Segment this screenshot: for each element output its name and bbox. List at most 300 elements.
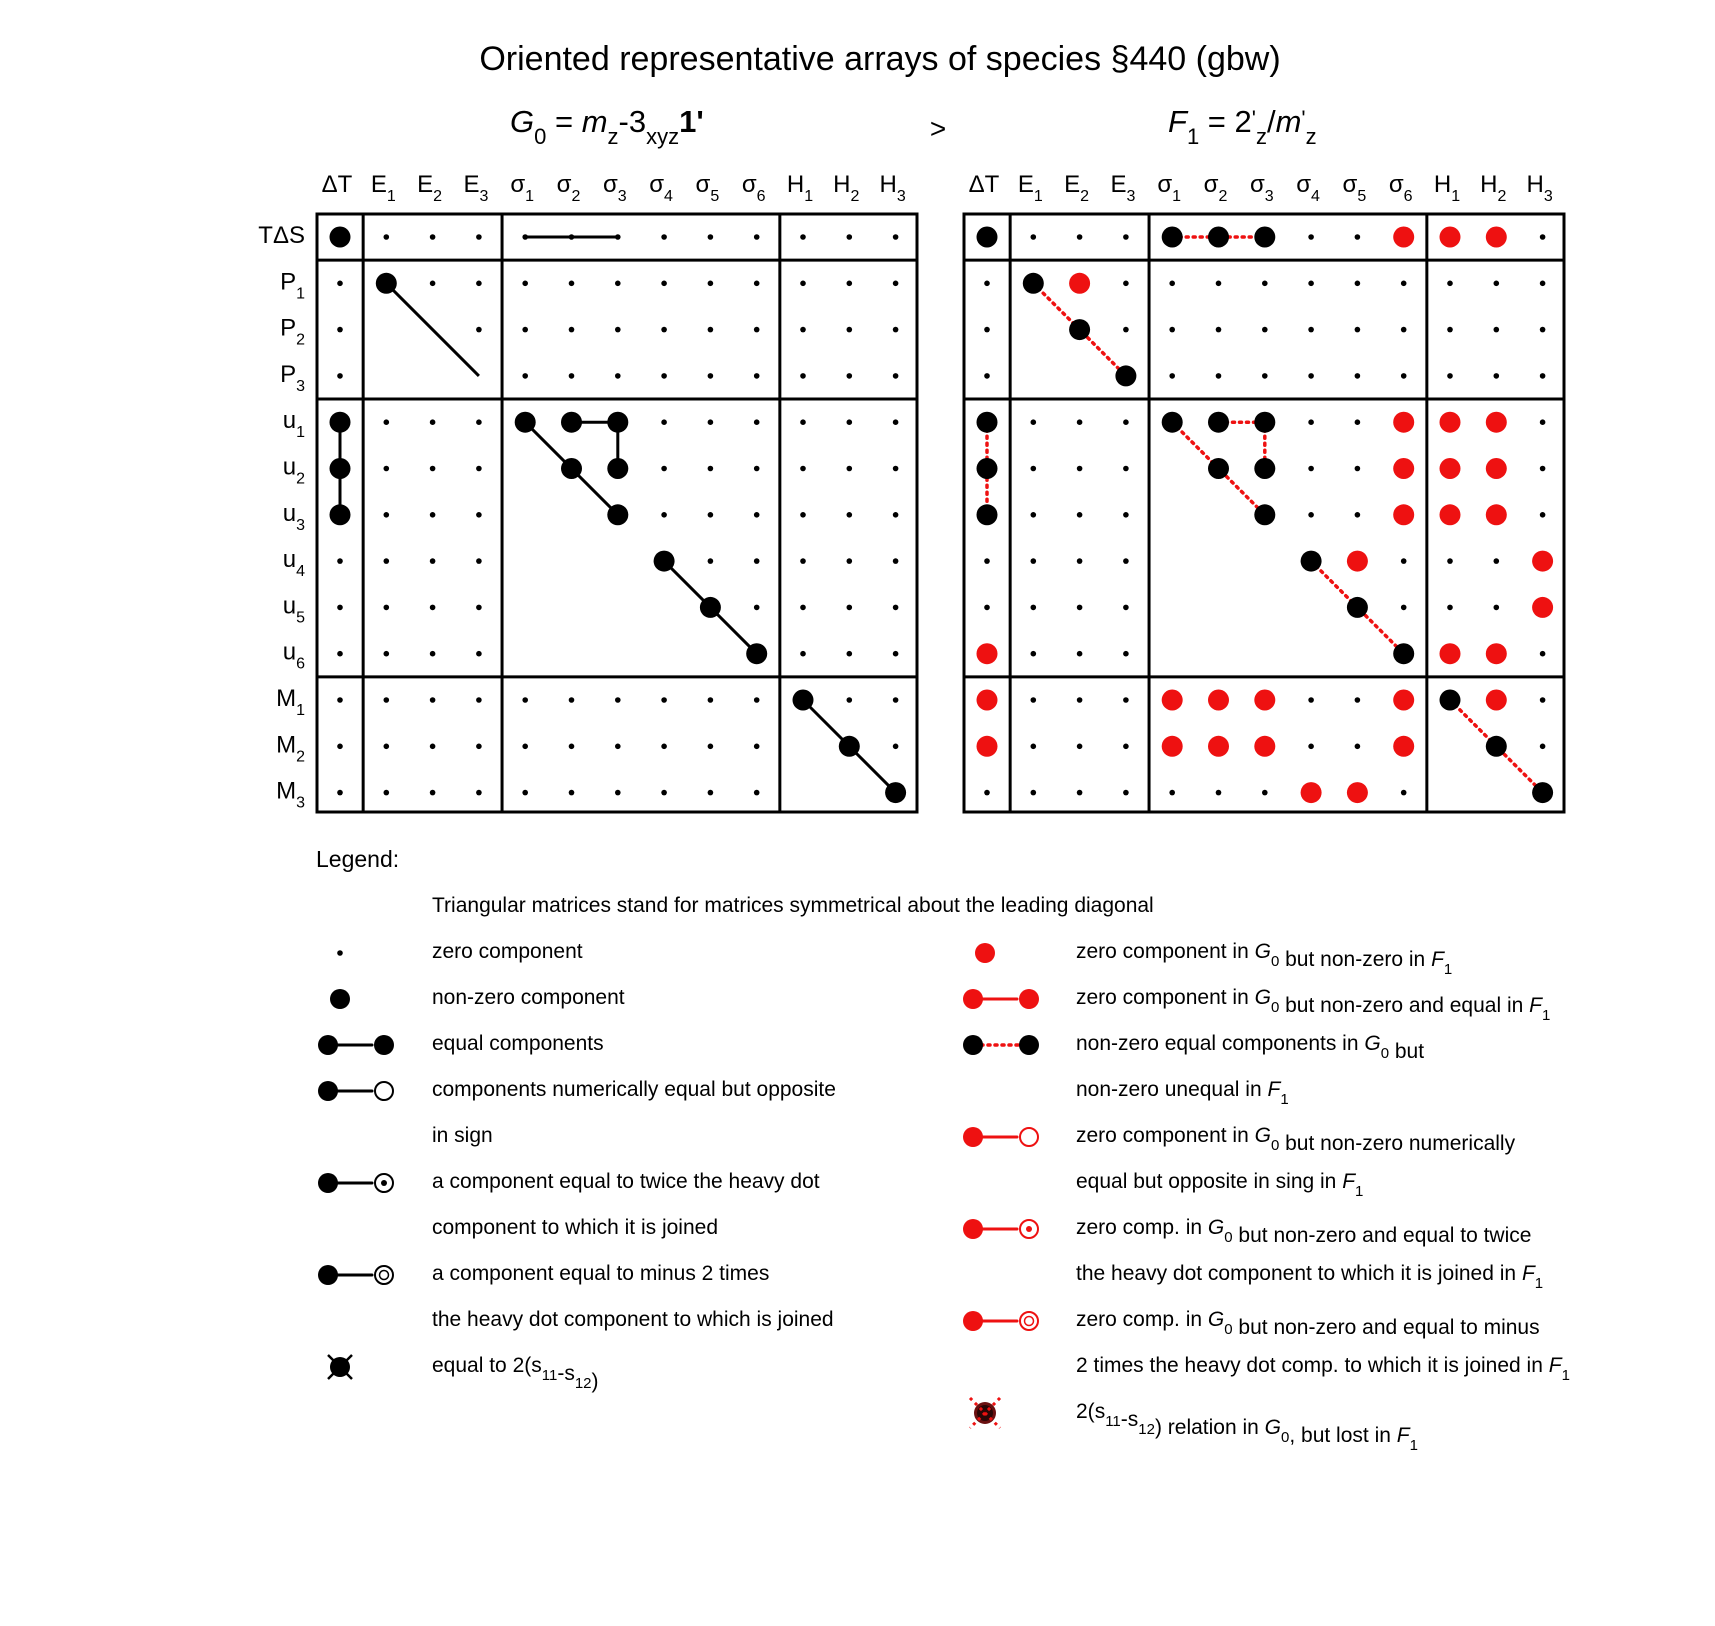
legend-entry [318, 1032, 604, 1055]
column-header: $\sigma_1$ [1157, 171, 1182, 205]
zero-component [522, 327, 528, 333]
zero-component [1540, 512, 1546, 518]
zero-component [1262, 790, 1268, 796]
svg-text:F1 = 2'z/m'z [1168, 104, 1317, 149]
red-nonzero-component [1393, 690, 1414, 711]
nonzero-component [977, 458, 998, 479]
red-nonzero-component [1486, 412, 1507, 433]
zero-component [661, 512, 667, 518]
nonzero-component [1254, 412, 1275, 433]
zero-component [1540, 419, 1546, 425]
zero-component [430, 790, 436, 796]
zero-component [984, 373, 990, 379]
zero-component [1401, 605, 1407, 611]
zero-component [1031, 419, 1037, 425]
column-header: $H_1$ [1433, 171, 1461, 205]
red-nonzero-component [977, 643, 998, 664]
zero-component [476, 234, 482, 240]
zero-component [1123, 558, 1129, 564]
minus2-link-symbol [318, 1265, 393, 1285]
legend-text: the heavy dot component to which it is joined in $F_1$ [1076, 1262, 1544, 1292]
zero-component [800, 466, 806, 472]
right-heading-slash: / [1266, 104, 1276, 139]
right-heading-eq: = 2 [1199, 104, 1252, 139]
zero-component [893, 605, 899, 611]
right-heading-sub: 1 [1186, 124, 1200, 149]
crossed-dot-symbol [328, 1355, 352, 1379]
red-twice-link-symbol [963, 1219, 1038, 1239]
zero-component [1401, 373, 1407, 379]
zero-component [1262, 373, 1268, 379]
legend-text: zero component in $G_0$ but non-zero and equal in $F_1$ [1076, 986, 1551, 1024]
left-heading-mid: -3 [618, 104, 647, 139]
opposite-link-symbol [318, 1081, 393, 1101]
red-nonzero-component [1440, 227, 1461, 248]
zero-component [847, 373, 853, 379]
zero-component [569, 744, 575, 750]
legend-entry [963, 1216, 1543, 1292]
zero-component [476, 327, 482, 333]
legend-text: the heavy dot component to which is joined [432, 1308, 834, 1331]
zero-component [615, 281, 621, 287]
column-header: $\sigma_2$ [556, 171, 581, 205]
zero-component [337, 281, 343, 287]
red-nonzero-component [1486, 227, 1507, 248]
zero-component [430, 419, 436, 425]
left-heading-m: m [581, 104, 608, 139]
legend-entry [975, 940, 1452, 978]
zero-component [1447, 373, 1453, 379]
zero-component [984, 281, 990, 287]
right-heading-prime2: ' [1301, 106, 1306, 131]
zero-component [1123, 327, 1129, 333]
row-header: $P_1$ [280, 268, 305, 303]
column-header: $H_3$ [879, 171, 906, 205]
legend-title: Legend: [316, 846, 400, 872]
column-header: $E_3$ [1110, 171, 1136, 205]
zero-component [337, 790, 343, 796]
zero-component [1308, 281, 1314, 287]
zero-component [984, 558, 990, 564]
row-header: $P_2$ [280, 314, 305, 349]
red-nonzero-component [1208, 736, 1229, 757]
matrix-g0 [258, 171, 917, 812]
zero-component [569, 234, 575, 240]
red-nonzero-component [1347, 782, 1368, 803]
zero-component [1447, 605, 1453, 611]
zero-component [476, 558, 482, 564]
nonzero-component [1208, 458, 1229, 479]
row-header: $M_1$ [276, 685, 305, 719]
red-nonzero-component [1486, 458, 1507, 479]
zero-component [1169, 327, 1175, 333]
legend-text: zero comp. in $G_0$ but non-zero and equal to twice [1076, 1216, 1532, 1247]
zero-component [1308, 512, 1314, 518]
zero-component [1123, 281, 1129, 287]
red-nonzero-component [1440, 504, 1461, 525]
zero-component [384, 605, 390, 611]
legend-entry [970, 1398, 1418, 1454]
red-equal-link-symbol [963, 989, 1039, 1009]
zero-component [1123, 697, 1129, 703]
zero-component [1494, 558, 1500, 564]
red-nonzero-component [1301, 782, 1322, 803]
legend-entry [963, 986, 1550, 1024]
zero-component [1077, 790, 1083, 796]
zero-component [1031, 558, 1037, 564]
zero-component [754, 512, 760, 518]
zero-component [1494, 281, 1500, 287]
legend-text: equal to $2(s_{11}-s_{12})$ [432, 1354, 599, 1393]
zero-component [430, 744, 436, 750]
right-group-heading [1168, 104, 1317, 149]
legend-text: zero component in $G_0$ but non-zero in $F_1$ [1076, 940, 1453, 978]
zero-component [1355, 697, 1361, 703]
zero-component [1494, 605, 1500, 611]
nonzero-component [885, 782, 906, 803]
column-header: $H_2$ [833, 171, 860, 205]
zero-component [984, 327, 990, 333]
column-header: $H_1$ [786, 171, 814, 205]
zero-component [893, 558, 899, 564]
matrix-f1 [964, 171, 1564, 812]
component-link [386, 283, 479, 376]
zero-component [522, 697, 528, 703]
zero-component [754, 373, 760, 379]
zero-component [800, 373, 806, 379]
legend-right-column [963, 940, 1570, 1454]
legend-text: zero component [432, 940, 583, 963]
left-group-heading [510, 104, 704, 149]
zero-component [615, 327, 621, 333]
zero-component [615, 790, 621, 796]
zero-component [430, 512, 436, 518]
zero-component [476, 651, 482, 657]
zero-component [430, 558, 436, 564]
right-heading-prime1: ' [1251, 106, 1256, 131]
zero-component [569, 790, 575, 796]
zero-component [522, 281, 528, 287]
column-header: $E_2$ [1064, 171, 1090, 205]
legend-entry [330, 986, 625, 1009]
zero-component [1077, 466, 1083, 472]
nonzero-component [1208, 227, 1229, 248]
zero-component [800, 419, 806, 425]
zero-component [569, 327, 575, 333]
row-header: $u_2$ [282, 453, 305, 488]
zero-component [661, 373, 667, 379]
zero-component [661, 234, 667, 240]
zero-component [800, 651, 806, 657]
zero-component [661, 281, 667, 287]
left-heading-eq: = [546, 104, 582, 139]
zero-component [569, 373, 575, 379]
zero-component [1308, 419, 1314, 425]
nonzero-component [839, 736, 860, 757]
zero-component [1031, 512, 1037, 518]
red-nonzero-component [1254, 736, 1275, 757]
zero-component [384, 697, 390, 703]
subgroup-arrow: > [929, 113, 947, 144]
left-heading-tail: 1' [679, 104, 704, 139]
zero-component [1077, 419, 1083, 425]
zero-component [754, 605, 760, 611]
red-nonzero-component [1393, 458, 1414, 479]
zero-component [1308, 744, 1314, 750]
zero-component [476, 605, 482, 611]
zero-component [1077, 234, 1083, 240]
red-nonzero-component [1347, 551, 1368, 572]
red-nonzero-component [977, 690, 998, 711]
zero-component [384, 234, 390, 240]
right-heading-z1: z [1255, 124, 1267, 149]
zero-component [1123, 651, 1129, 657]
big-dot-symbol [330, 989, 350, 1009]
row-header: $u_4$ [282, 546, 305, 581]
red-crossed-dot-symbol [970, 1398, 1000, 1428]
zero-component [984, 605, 990, 611]
nonzero-component [1115, 365, 1136, 386]
red-nonzero-component [1162, 736, 1183, 757]
red-nonzero-component [1393, 736, 1414, 757]
zero-component [1123, 512, 1129, 518]
zero-component [800, 281, 806, 287]
zero-component [1262, 327, 1268, 333]
zero-component [1540, 234, 1546, 240]
red-nonzero-component [1440, 412, 1461, 433]
zero-component [476, 744, 482, 750]
red-nonzero-component [1486, 643, 1507, 664]
nonzero-component [977, 412, 998, 433]
zero-component [615, 697, 621, 703]
dotted-link-symbol [963, 1035, 1039, 1055]
column-header: ΔT [968, 171, 1000, 198]
zero-component [800, 605, 806, 611]
nonzero-component [977, 504, 998, 525]
nonzero-component [1393, 643, 1414, 664]
legend-text: $2(s_{11}-s_{12})$ relation in $G_0$, but lost in $F_1$ [1076, 1400, 1418, 1454]
zero-component [893, 697, 899, 703]
zero-component [1077, 744, 1083, 750]
zero-component [847, 327, 853, 333]
legend-entry [963, 1308, 1570, 1384]
nonzero-component [746, 643, 767, 664]
zero-component [1540, 697, 1546, 703]
right-heading-m: m [1275, 104, 1302, 139]
zero-component [847, 512, 853, 518]
zero-component [476, 697, 482, 703]
zero-component [384, 744, 390, 750]
legend-text: non-zero unequal in $F_1$ [1076, 1078, 1289, 1108]
red-nonzero-component [1393, 412, 1414, 433]
legend-text: component to which it is joined [432, 1216, 718, 1239]
zero-component [661, 697, 667, 703]
zero-component [1262, 281, 1268, 287]
legend-text: equal but opposite in sing in $F_1$ [1076, 1170, 1364, 1200]
zero-component [984, 790, 990, 796]
zero-component [1447, 281, 1453, 287]
zero-component [708, 790, 714, 796]
legend-entry [318, 1262, 834, 1331]
equal-link-symbol [318, 1035, 394, 1055]
zero-component [522, 234, 528, 240]
zero-component [708, 744, 714, 750]
zero-component [1540, 466, 1546, 472]
nonzero-component [1532, 782, 1553, 803]
legend-text: a component equal to twice the heavy dot [432, 1170, 820, 1193]
zero-component [1031, 605, 1037, 611]
column-header: ΔT [321, 171, 353, 198]
zero-component [1031, 651, 1037, 657]
zero-component [337, 558, 343, 564]
row-header: $M_2$ [276, 731, 305, 766]
zero-component [754, 327, 760, 333]
red-nonzero-component [1393, 504, 1414, 525]
zero-component [1169, 790, 1175, 796]
zero-component [1123, 744, 1129, 750]
figure-title: Oriented representative arrays of species §440 (gbw) [479, 40, 1281, 78]
zero-component [708, 512, 714, 518]
zero-component [1216, 373, 1222, 379]
legend-text: non-zero component [432, 986, 625, 1009]
legend-text: zero comp. in $G_0$ but non-zero and equal to minus [1076, 1308, 1540, 1339]
zero-component [708, 234, 714, 240]
zero-component [430, 605, 436, 611]
nonzero-component [1254, 458, 1275, 479]
red-opposite-link-symbol [963, 1127, 1038, 1147]
zero-component [1308, 373, 1314, 379]
zero-component [800, 327, 806, 333]
red-nonzero-component [1069, 273, 1090, 294]
zero-component [754, 281, 760, 287]
twice-link-symbol [318, 1173, 393, 1193]
legend-note: Triangular matrices stand for matrices symmetrical about the leading diagonal [432, 894, 1154, 917]
zero-component [893, 327, 899, 333]
nonzero-component [330, 227, 351, 248]
right-heading-base: F [1168, 104, 1187, 139]
zero-component [1401, 558, 1407, 564]
nonzero-component [515, 412, 536, 433]
zero-component [384, 466, 390, 472]
legend-left-column [318, 940, 836, 1393]
zero-component [754, 744, 760, 750]
nonzero-component [1347, 597, 1368, 618]
nonzero-component [376, 273, 397, 294]
zero-component [1123, 790, 1129, 796]
zero-component [754, 234, 760, 240]
zero-component [1401, 281, 1407, 287]
nonzero-component [561, 412, 582, 433]
nonzero-component [561, 458, 582, 479]
zero-component [1077, 697, 1083, 703]
zero-component [1355, 373, 1361, 379]
nonzero-component [607, 412, 628, 433]
column-header: $\sigma_6$ [741, 171, 766, 205]
row-header: TΔS [258, 222, 305, 249]
zero-component [337, 697, 343, 703]
zero-component [1355, 281, 1361, 287]
zero-component [430, 281, 436, 287]
legend-entry [318, 1078, 836, 1147]
row-header: $u_3$ [282, 499, 305, 534]
row-header: $M_3$ [276, 777, 305, 812]
zero-component [337, 605, 343, 611]
legend-entry [963, 1032, 1424, 1108]
zero-component [522, 373, 528, 379]
zero-component [800, 558, 806, 564]
legend-text: in sign [432, 1124, 493, 1147]
nonzero-component [1301, 551, 1322, 572]
nonzero-component [607, 458, 628, 479]
zero-component [893, 281, 899, 287]
legend-text: zero component in $G_0$ but non-zero numerically [1076, 1124, 1516, 1155]
column-header: $H_2$ [1480, 171, 1507, 205]
column-header: $\sigma_6$ [1388, 171, 1413, 205]
red-minus2-link-symbol [963, 1311, 1038, 1331]
legend-entry [328, 1354, 599, 1393]
left-heading-sub: 0 [534, 124, 547, 149]
zero-component [893, 651, 899, 657]
red-nonzero-component [1486, 504, 1507, 525]
zero-component [708, 697, 714, 703]
red-nonzero-component [1254, 690, 1275, 711]
zero-component [1355, 419, 1361, 425]
nonzero-component [700, 597, 721, 618]
red-nonzero-component [1440, 643, 1461, 664]
zero-component [847, 605, 853, 611]
zero-component [430, 234, 436, 240]
red-nonzero-component [977, 736, 998, 757]
zero-component [476, 281, 482, 287]
zero-component [337, 327, 343, 333]
zero-component [1355, 234, 1361, 240]
column-header: $E_1$ [370, 171, 396, 205]
zero-component [708, 419, 714, 425]
zero-component [1216, 281, 1222, 287]
red-nonzero-component [1393, 227, 1414, 248]
column-header: $\sigma_5$ [695, 171, 720, 205]
red-nonzero-component [1208, 690, 1229, 711]
zero-component [569, 281, 575, 287]
nonzero-component [1162, 227, 1183, 248]
zero-component [893, 466, 899, 472]
zero-component [1031, 790, 1037, 796]
nonzero-component [330, 504, 351, 525]
zero-component [661, 419, 667, 425]
nonzero-component [1440, 690, 1461, 711]
zero-component [1123, 466, 1129, 472]
zero-component [800, 234, 806, 240]
row-header: $u_1$ [282, 407, 305, 442]
row-header: $P_3$ [280, 360, 305, 395]
zero-component [1401, 327, 1407, 333]
nonzero-component [1254, 504, 1275, 525]
zero-component [337, 373, 343, 379]
nonzero-component [793, 690, 814, 711]
zero-component [384, 558, 390, 564]
red-nonzero-component [1162, 690, 1183, 711]
zero-component [1077, 651, 1083, 657]
red-nonzero-component [1486, 690, 1507, 711]
zero-component [476, 512, 482, 518]
nonzero-component [607, 504, 628, 525]
zero-component [1169, 281, 1175, 287]
zero-component [615, 744, 621, 750]
zero-component [1355, 466, 1361, 472]
zero-component [430, 651, 436, 657]
zero-component [1031, 697, 1037, 703]
zero-component [1216, 327, 1222, 333]
